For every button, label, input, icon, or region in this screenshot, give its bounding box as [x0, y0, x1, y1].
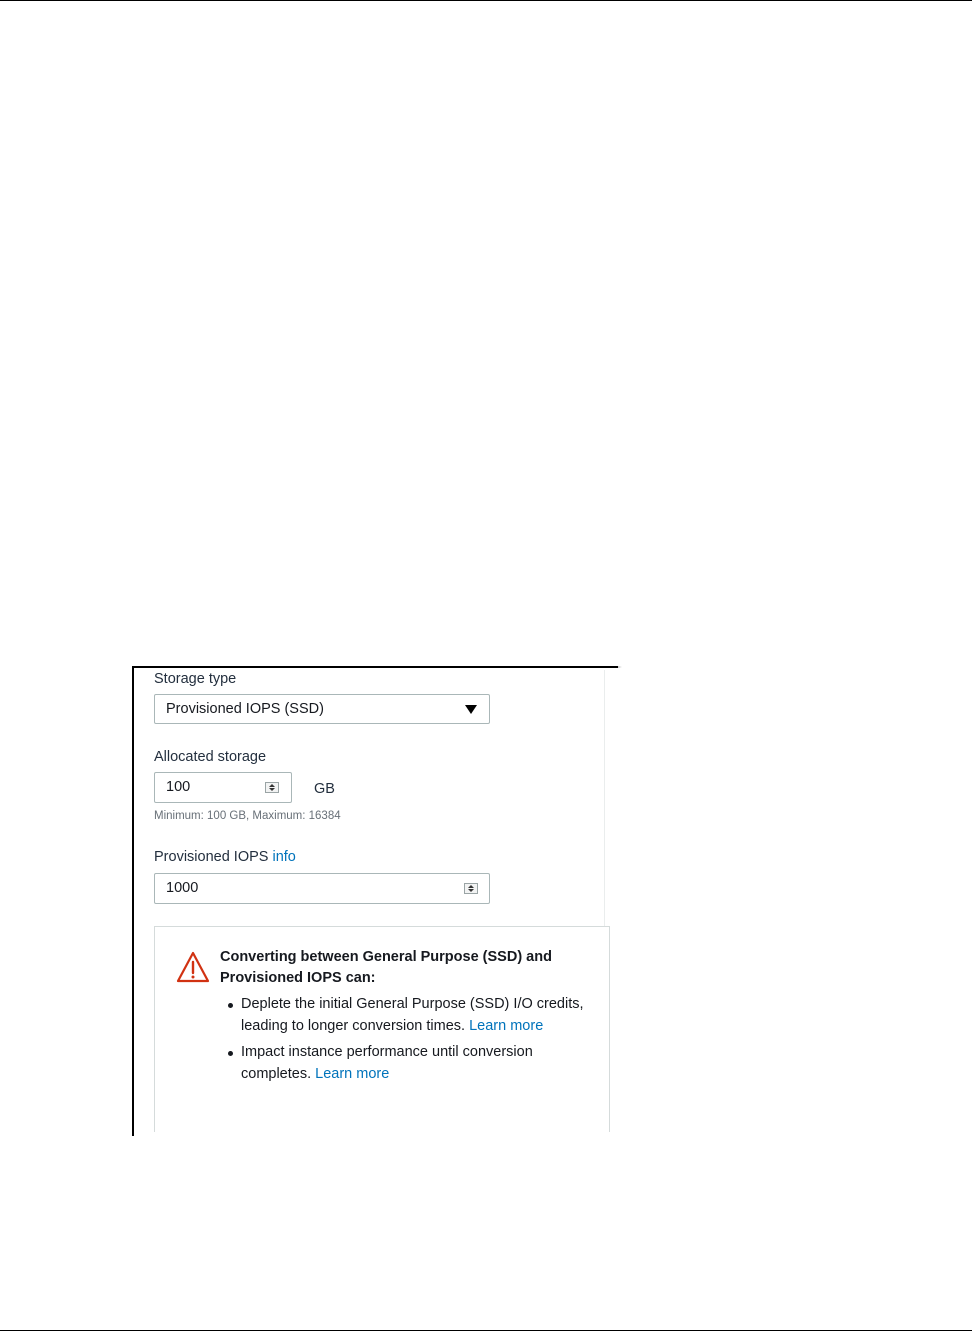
warning-list-item: [226, 1042, 596, 1085]
storage-type-label: Storage type: [154, 671, 237, 687]
allocated-storage-unit: GB: [314, 781, 335, 797]
provisioned-iops-label-text: Provisioned IOPS: [154, 849, 269, 865]
allocated-storage-input[interactable]: [154, 772, 292, 803]
number-spinner-icon[interactable]: [464, 883, 478, 894]
learn-more-link[interactable]: Learn more: [315, 1065, 390, 1082]
provisioned-iops-value: 1000: [166, 880, 199, 896]
warning-item-text: Deplete the initial General Purpose (SSD) I/O credits, leading to longer conversion times.: [241, 996, 584, 1034]
learn-more-link[interactable]: Learn more: [469, 1017, 544, 1034]
bullet-icon: [228, 1003, 233, 1008]
bullet-icon: [228, 1051, 233, 1056]
allocated-storage-hint: Minimum: 100 GB, Maximum: 16384: [154, 810, 341, 822]
warning-item-text: Impact instance performance until conversion completes.: [241, 1044, 533, 1082]
allocated-storage-value: 100: [166, 779, 191, 795]
storage-type-select[interactable]: [154, 694, 490, 724]
caret-down-icon: [465, 705, 477, 714]
allocated-storage-label: Allocated storage: [154, 749, 267, 765]
warning-triangle-icon: [176, 950, 210, 984]
panel-top-border: [132, 666, 622, 668]
warning-list-item: [226, 994, 596, 1037]
provisioned-iops-label: [154, 848, 296, 866]
storage-type-selected-value: Provisioned IOPS (SSD): [166, 701, 324, 717]
warning-title: Converting between General Purpose (SSD) and Provisioned IOPS can:: [220, 949, 552, 986]
page-top-rule: [0, 0, 972, 1]
warning-list: [226, 994, 596, 1090]
provisioned-iops-info-link[interactable]: info: [272, 849, 296, 865]
provisioned-iops-input[interactable]: [154, 873, 490, 904]
panel-bottom-fade: [132, 1120, 134, 1134]
page-bottom-rule: [0, 1330, 972, 1331]
number-spinner-icon[interactable]: [265, 782, 279, 793]
